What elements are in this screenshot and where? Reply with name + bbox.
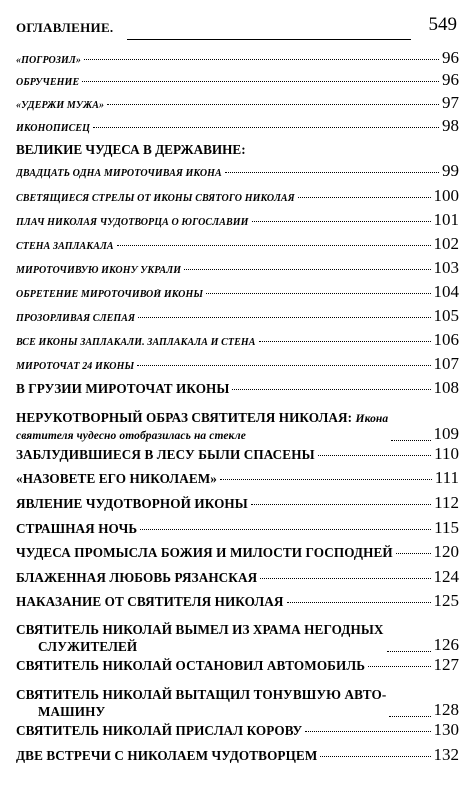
dot-leader	[140, 529, 431, 530]
toc-entry-page: 104	[433, 282, 459, 301]
dot-leader	[93, 127, 439, 128]
toc-entry-title-line1: СВЯТИТЕЛЬ НИКОЛАЙ ВЫТАЩИЛ ТОНУВШУЮ АВТО-	[16, 687, 387, 702]
dot-leader	[389, 716, 430, 717]
toc-entry-page: 120	[433, 542, 459, 561]
toc-entry-page: 107	[433, 354, 459, 373]
toc-entry	[16, 161, 459, 186]
dot-leader	[232, 389, 430, 390]
toc-entry-subtitle: Икона	[355, 413, 389, 425]
toc-entry	[16, 116, 459, 139]
toc-entry-page: 126	[433, 635, 459, 654]
toc-entry-title: СТРАШНАЯ НОЧЬ	[16, 521, 138, 536]
toc-entry-page: 96	[442, 70, 459, 89]
toc-entry-page: 124	[433, 567, 459, 586]
toc-entry-title: СВЯТИТЕЛЬ НИКОЛАЙ ПРИСЛАЛ КОРОВУ	[16, 723, 303, 738]
page-header	[16, 14, 457, 40]
toc-entry-title	[16, 410, 388, 444]
toc-entry	[16, 615, 459, 655]
toc-entry	[16, 720, 459, 745]
toc-entry-title	[16, 621, 384, 655]
dot-leader	[305, 731, 430, 732]
toc-entry-title: ДВЕ ВСТРЕЧИ С НИКОЛАЕМ ЧУДОТВОРЦЕМ	[16, 748, 318, 763]
dot-leader	[368, 666, 430, 667]
toc-entry	[16, 567, 459, 591]
dot-leader	[107, 104, 439, 105]
toc-entry-title: СВЯТИТЕЛЬ НИКОЛАЙ ОСТАНОВИЛ АВТОМОБИЛЬ	[16, 658, 366, 673]
toc-entry-page: 111	[434, 468, 459, 487]
toc-entry	[16, 93, 459, 116]
toc-entry	[16, 48, 459, 70]
toc-entry-title: МИРОТОЧАТ 24 ИКОНЫ	[16, 361, 135, 372]
toc-entry	[16, 378, 459, 402]
dot-leader	[84, 59, 439, 60]
toc-entry-title: ЧУДЕСА ПРОМЫСЛА БОЖИЯ И МИЛОСТИ ГОСПОДНЕЙ	[16, 545, 393, 560]
toc-entry-page: 109	[433, 424, 459, 443]
toc-entry-page: 132	[433, 745, 459, 764]
toc-entry	[16, 282, 459, 306]
toc-entry-page: 108	[433, 378, 459, 397]
contents-heading: ОГЛАВЛЕНИЕ.	[16, 20, 114, 35]
toc-entry-title-line1: НЕРУКОТВОРНЫЙ ОБРАЗ СВЯТИТЕЛЯ НИКОЛАЯ:	[16, 410, 353, 425]
toc-entry-title: СТЕНА ЗАПЛАКАЛА	[16, 241, 114, 252]
toc-entry-title: ЯВЛЕНИЕ ЧУДОТВОРНОЙ ИКОНЫ	[16, 496, 248, 511]
dot-leader	[396, 553, 431, 554]
page-number: 549	[428, 14, 457, 35]
toc-entry-page: 101	[433, 210, 459, 229]
toc-entry-title: ВСЕ ИКОНЫ ЗАПЛАКАЛИ. ЗАПЛАКАЛА И СТЕНА	[16, 337, 256, 348]
toc-entry	[16, 330, 459, 354]
toc-entry	[16, 306, 459, 330]
dot-leader	[387, 651, 431, 652]
dot-leader	[184, 269, 430, 270]
toc-entry-page: 106	[433, 330, 459, 349]
dot-leader	[298, 197, 431, 198]
toc-entry-page: 127	[433, 655, 459, 674]
toc-entry-title: «НАЗОВЕТЕ ЕГО НИКОЛАЕМ»	[16, 471, 217, 486]
toc-entry-title: ОБРЕТЕНИЕ МИРОТОЧИВОЙ ИКОНЫ	[16, 289, 204, 300]
toc-entry	[16, 518, 459, 542]
toc-entry-page: 100	[433, 186, 459, 205]
dot-leader	[251, 504, 431, 505]
dot-leader	[259, 341, 431, 342]
toc-entry	[16, 468, 459, 493]
header-rule	[127, 39, 411, 40]
toc-entry-page: 97	[442, 93, 459, 112]
toc-entry	[16, 680, 459, 720]
toc-entry-title: ПЛАЧ НИКОЛАЯ ЧУДОТВОРЦА О ЮГОСЛАВИИ	[16, 217, 249, 228]
toc-entry-page: 99	[442, 161, 459, 180]
toc-entry	[16, 444, 459, 468]
toc-entry-title-line1: СВЯТИТЕЛЬ НИКОЛАЙ ВЫМЕЛ ИЗ ХРАМА НЕГОДНЫХ	[16, 622, 384, 637]
toc-entry-title: СВЕТЯЩИЕСЯ СТРЕЛЫ ОТ ИКОНЫ СВЯТОГО НИКОЛАЯ	[16, 193, 295, 204]
toc-entry-title-line2: МАШИНУ	[38, 704, 106, 719]
toc-entry-page: 130	[433, 720, 459, 739]
dot-leader	[225, 172, 439, 173]
toc-entry-page: 110	[434, 444, 459, 463]
toc-entry	[16, 745, 459, 769]
toc-entry-subtitle-line2: святителя чудесно отобразилась на стекле	[16, 430, 246, 442]
toc-entry	[16, 258, 459, 282]
toc-entry	[16, 493, 459, 518]
section-heading: ВЕЛИКИЕ ЧУДЕСА В ДЕРЖАВИНЕ:	[16, 142, 246, 157]
toc-entry-title: ДВАДЦАТЬ ОДНА МИРОТОЧИВАЯ ИКОНА	[16, 168, 222, 179]
toc-entry-page: 115	[434, 518, 459, 537]
dot-leader	[138, 317, 430, 318]
toc-entry	[16, 655, 459, 680]
toc-entry	[16, 70, 459, 93]
toc-entry-page: 96	[442, 48, 459, 67]
toc-entry-title: МИРОТОЧИВУЮ ИКОНУ УКРАЛИ	[16, 265, 182, 276]
toc-entry-title: ПРОЗОРЛИВАЯ СЛЕПАЯ	[16, 313, 136, 324]
toc-entry-title: «УДЕРЖИ МУЖА»	[16, 100, 105, 111]
dot-leader	[206, 293, 430, 294]
toc-entry-page: 105	[433, 306, 459, 325]
dot-leader	[220, 479, 432, 480]
toc-entry	[16, 402, 459, 444]
dot-leader	[252, 221, 431, 222]
toc-entry-page: 112	[434, 493, 459, 512]
dot-leader	[391, 440, 430, 441]
dot-leader	[117, 245, 431, 246]
dot-leader	[287, 602, 431, 603]
toc-entry	[16, 542, 459, 567]
dot-leader	[137, 365, 430, 366]
toc-entry-title: ЗАБЛУДИВШИЕСЯ В ЛЕСУ БЫЛИ СПАСЕНЫ	[16, 447, 315, 462]
toc-entry	[16, 354, 459, 378]
toc-entry-title: НАКАЗАНИЕ ОТ СВЯТИТЕЛЯ НИКОЛАЯ	[16, 594, 284, 609]
toc-entry-title: БЛАЖЕННАЯ ЛЮБОВЬ РЯЗАНСКАЯ	[16, 570, 258, 585]
toc-entry	[16, 186, 459, 210]
toc-entry-page: 128	[433, 700, 459, 719]
toc-entry-title: «ПОГРОЗИЛ»	[16, 55, 81, 66]
toc-entry-title: В ГРУЗИИ МИРОТОЧАТ ИКОНЫ	[16, 381, 230, 396]
toc-entry	[16, 591, 459, 615]
toc-entry-page: 125	[433, 591, 459, 610]
toc-entry-page: 103	[433, 258, 459, 277]
dot-leader	[260, 578, 430, 579]
toc-entry-page: 102	[433, 234, 459, 253]
toc-entry	[16, 210, 459, 234]
dot-leader	[82, 81, 439, 82]
dot-leader	[318, 455, 432, 456]
toc-entry	[16, 234, 459, 258]
toc-entry-title-line2: СЛУЖИТЕЛЕЙ	[38, 639, 138, 654]
toc-entry-title: ОБРУЧЕНИЕ	[16, 77, 80, 88]
toc-entry-title	[16, 686, 386, 720]
toc-entry-page: 98	[442, 116, 459, 135]
dot-leader	[320, 756, 430, 757]
table-of-contents	[16, 48, 459, 769]
toc-entry-title: ИКОНОПИСЕЦ	[16, 123, 90, 134]
